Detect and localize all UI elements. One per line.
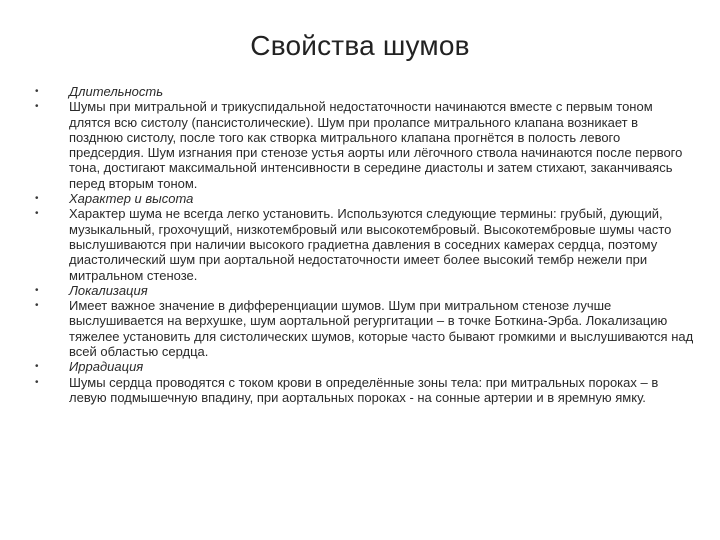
item-heading: Длительность (69, 84, 164, 99)
list-item-body (35, 375, 695, 406)
item-text: Имеет важное значение в дифференциации шумов. Шум при митральном стенозе лучше выслушивается на верхушке, шум аортальной регургитации – в точке Боткина-Эрба. Локализацию тяжелее установить для систолических шумов, которые часто бывают громкими и выслушиваются над всей областью сердца. (69, 298, 694, 360)
list-item-body (35, 206, 695, 282)
bullet-icon: • (35, 208, 39, 220)
list-item-heading (35, 359, 695, 374)
slide-title: Свойства шумов (250, 30, 470, 61)
list-item-body (35, 298, 695, 359)
list-item-heading (35, 283, 695, 298)
list-item-heading (35, 84, 695, 99)
bullet-list (35, 84, 695, 405)
bullet-icon: • (35, 284, 39, 296)
item-heading: Иррадиация (69, 359, 144, 375)
list-item-heading (35, 191, 695, 206)
list-item-body (35, 99, 695, 191)
item-heading: Характер и высота (69, 191, 194, 207)
bullet-icon: • (35, 376, 39, 388)
bullet-icon: • (35, 361, 39, 373)
bullet-icon: • (35, 86, 39, 97)
bullet-icon: • (35, 101, 39, 113)
item-text: Шумы при митральной и трикуспидальной недостаточности начинаются вместе с первым тоном длятся всю систолу (пансистолические). Шум при пролапсе митрального клапана возникает в позднюю систолу, после того как створка митрального клапана прогнётся в полость левого предсердия. Шум изгнания при стенозе устья аорты или лёгочного ствола начинаются после первого тона, достигают максимальной интенсивности в середине диастолы и затем стихают, заканчиваясь перед вторым тоном. (69, 99, 683, 191)
bullet-icon: • (35, 193, 39, 205)
item-text: Шумы сердца проводятся с током крови в определённые зоны тела: при митральных пороках – в левую подмышечную впадину, при аортальных пороках - на сонные артерии и в яремную ямку. (69, 374, 659, 405)
item-heading: Локализация (69, 282, 148, 298)
item-text: Характер шума не всегда легко установить. Используются следующие термины: грубый, дующий, музыкальный, грохочущий, низкотембровый или высокотембровый. Высокотембровые шумы часто выслушиваются при наличии высокого градиетна давления в соседних камерах сердца, поэтому диастолический шум при аортальной недостаточности имеет более высокий тембр нежели при митральном стенозе. (69, 206, 672, 283)
bullet-icon: • (35, 300, 39, 312)
